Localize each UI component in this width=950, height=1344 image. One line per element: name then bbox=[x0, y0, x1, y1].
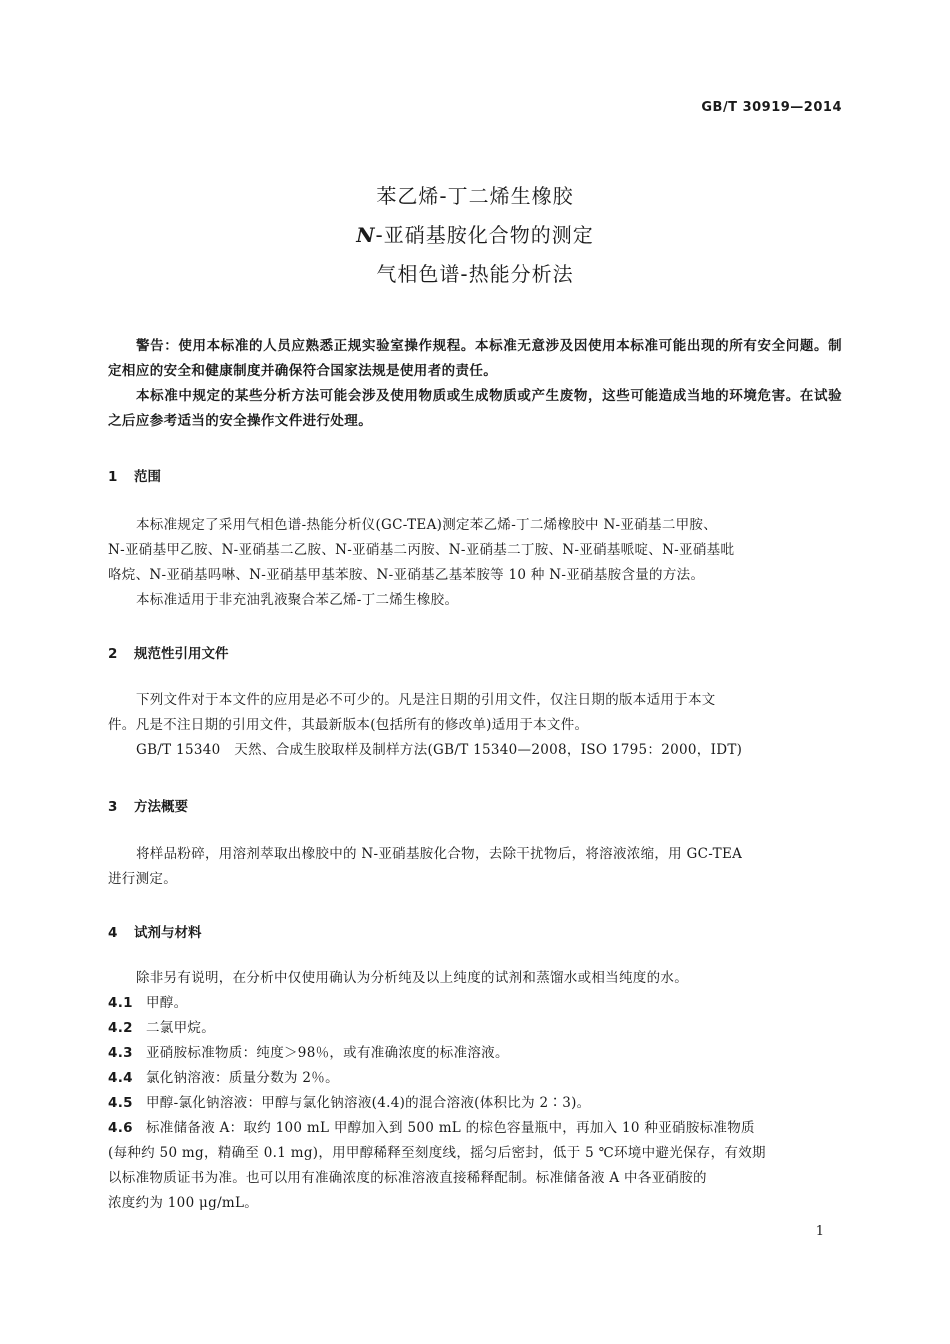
reagent-item bbox=[108, 1091, 842, 1116]
normative-references bbox=[108, 688, 842, 763]
item-text: 标准储备液 A：取约 100 mL 甲醇加入到 500 mL 的棕色容量瓶中，再加入 10 种亚硝胺标准物质 bbox=[146, 1120, 755, 1136]
standard-code: GB/T 30919—2014 bbox=[701, 100, 842, 115]
title-n-prefix: N bbox=[356, 223, 376, 247]
scope-line: 咯烷、N-亚硝基吗啉、N-亚硝基甲基苯胺、N-亚硝基乙基苯胺等 10 种 N-亚硝基胺含量的方法。 bbox=[108, 567, 705, 583]
page-number: 1 bbox=[815, 1224, 824, 1239]
section-title: 试剂与材料 bbox=[134, 925, 202, 941]
title-line2-text: -亚硝基胺化合物的测定 bbox=[375, 223, 594, 247]
reagent-item bbox=[108, 1016, 842, 1041]
reagent-item-continuation: (每种约 50 mg，精确至 0.1 mg)，用甲醇稀释至刻度线，摇匀后密封，低于 5 ℃环境中避光保存，有效期 bbox=[108, 1145, 766, 1161]
method-summary bbox=[108, 842, 842, 892]
method-line: 进行测定。 bbox=[108, 871, 177, 887]
scope-paragraph-1 bbox=[108, 513, 842, 613]
reagent-item bbox=[108, 1116, 842, 1141]
item-number: 4.6 bbox=[108, 1120, 133, 1136]
section-4-heading bbox=[108, 921, 202, 941]
document-title-line2 bbox=[0, 219, 950, 248]
item-text: 氯化钠溶液：质量分数为 2％。 bbox=[146, 1070, 339, 1086]
section-2-heading bbox=[108, 642, 229, 662]
document-title-line3: 气相色谱-热能分析法 bbox=[376, 262, 574, 286]
normative-line: 下列文件对于本文件的应用是必不可少的。凡是注日期的引用文件，仅注日期的版本适用于本文 bbox=[136, 692, 716, 708]
reagents-list bbox=[108, 966, 842, 1216]
section-number: 2 bbox=[108, 646, 118, 662]
scope-line: N-亚硝基甲乙胺、N-亚硝基二乙胺、N-亚硝基二丙胺、N-亚硝基二丁胺、N-亚硝基哌啶、N-亚硝基吡 bbox=[108, 542, 735, 558]
warning-paragraph-2: 本标准中规定的某些分析方法可能会涉及使用物质或生成物质或产生废物，这些可能造成当地的环境危害。在试验之后应参考适当的安全操作文件进行处理。 bbox=[108, 388, 842, 429]
reagent-item-continuation: 浓度约为 100 μg/mL。 bbox=[108, 1195, 259, 1211]
section-number: 1 bbox=[108, 469, 118, 485]
section-3-heading bbox=[108, 795, 188, 815]
reference-gbt-15340: GB/T 15340 天然、合成生胶取样及制样方法(GB/T 15340—2008，ISO 1795：2000，IDT) bbox=[136, 742, 743, 758]
section-title: 方法概要 bbox=[134, 799, 188, 815]
warning-paragraph-1: 警告：使用本标准的人员应熟悉正规实验室操作规程。本标准无意涉及因使用本标准可能出现的所有安全问题。制定相应的安全和健康制度并确保符合国家法规是使用者的责任。 bbox=[108, 338, 842, 379]
item-text: 二氯甲烷。 bbox=[146, 1020, 215, 1036]
item-number: 4.2 bbox=[108, 1020, 133, 1036]
reagent-item bbox=[108, 1066, 842, 1091]
normative-line: 件。凡是不注日期的引用文件，其最新版本(包括所有的修改单)适用于本文件。 bbox=[108, 717, 589, 733]
reagent-item-continuation: 以标准物质证书为准。也可以用有准确浓度的标准溶液直接稀释配制。标准储备液 A 中各亚硝胺的 bbox=[108, 1170, 707, 1186]
reagents-intro: 除非另有说明，在分析中仅使用确认为分析纯及以上纯度的试剂和蒸馏水或相当纯度的水。 bbox=[136, 970, 688, 986]
item-number: 4.3 bbox=[108, 1045, 133, 1061]
item-text: 甲醇。 bbox=[146, 995, 188, 1011]
item-text: 亚硝胺标准物质：纯度＞98％，或有准确浓度的标准溶液。 bbox=[146, 1045, 509, 1061]
method-line: 将样品粉碎，用溶剂萃取出橡胶中的 N-亚硝基胺化合物，去除干扰物后，将溶液浓缩，用 GC-TEA bbox=[136, 846, 743, 862]
section-title: 范围 bbox=[134, 469, 161, 485]
section-number: 4 bbox=[108, 925, 118, 941]
reagent-item bbox=[108, 991, 842, 1016]
item-number: 4.1 bbox=[108, 995, 133, 1011]
document-title-line1: 苯乙烯-丁二烯生橡胶 bbox=[376, 184, 574, 208]
item-number: 4.5 bbox=[108, 1095, 133, 1111]
item-number: 4.4 bbox=[108, 1070, 133, 1086]
section-1-heading bbox=[108, 465, 161, 485]
section-title: 规范性引用文件 bbox=[134, 646, 229, 662]
reagent-item bbox=[108, 1041, 842, 1066]
section-number: 3 bbox=[108, 799, 118, 815]
scope-line: 本标准规定了采用气相色谱-热能分析仪(GC-TEA)测定苯乙烯-丁二烯橡胶中 N-亚硝基二甲胺、 bbox=[136, 517, 718, 533]
item-text: 甲醇-氯化钠溶液：甲醇与氯化钠溶液(4.4)的混合溶液(体积比为 2∶3)。 bbox=[146, 1095, 591, 1111]
scope-paragraph-2: 本标准适用于非充油乳液聚合苯乙烯-丁二烯生橡胶。 bbox=[136, 592, 459, 608]
